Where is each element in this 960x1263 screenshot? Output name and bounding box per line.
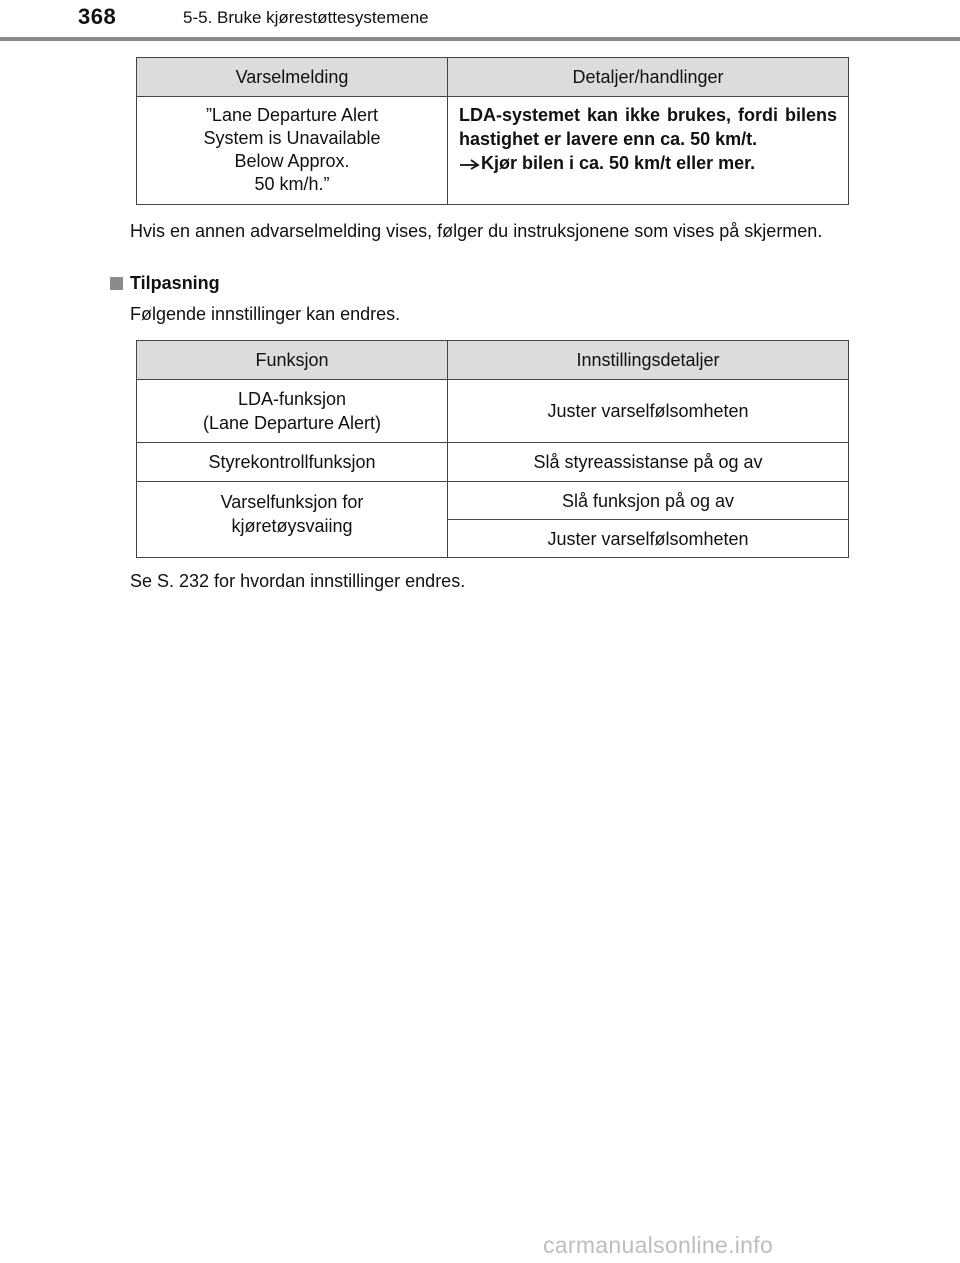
customization-title: Tilpasning <box>130 273 220 293</box>
page-header <box>0 0 960 44</box>
table-row <box>137 482 849 520</box>
table-row <box>137 97 849 205</box>
function-line: Varselfunksjon for <box>220 492 364 512</box>
function-line: LDA-funksjon <box>237 389 347 409</box>
arrow-right-icon <box>459 158 481 170</box>
section-title: 5-5. Bruke kjørestøttesystemene <box>183 8 429 27</box>
column-header-warning-message: Varselmelding <box>137 58 448 97</box>
table-row <box>137 443 849 482</box>
warning-message-cell <box>137 97 448 205</box>
table-header-row <box>137 341 849 380</box>
settings-table <box>136 340 849 558</box>
setting-detail-cell: Juster varselfølsomheten <box>448 380 849 443</box>
action-text: Kjør bilen i ca. 50 km/t eller mer. <box>481 153 756 173</box>
action-line <box>459 151 837 175</box>
page-number: 368 <box>78 4 117 29</box>
customization-intro: Følgende innstillinger kan endres. <box>130 304 401 324</box>
detail-text: LDA-systemet kan ikke brukes, fordi bilens hastighet er lavere enn ca. 50 km/t. <box>459 105 837 149</box>
customization-heading <box>110 273 220 294</box>
function-line: (Lane Departure Alert) <box>202 413 382 433</box>
column-header-setting-details: Innstillingsdetaljer <box>448 341 849 380</box>
reference-paragraph: Se S. 232 for hvordan innstillinger endres. <box>130 571 466 591</box>
function-line: kjøretøysvaiing <box>231 516 353 536</box>
function-cell: Styrekontrollfunksjon <box>137 443 448 482</box>
message-line: System is Unavailable <box>203 128 381 148</box>
setting-detail-cell: Slå funksjon på og av <box>448 482 849 520</box>
header-divider <box>0 37 960 41</box>
table-row <box>137 380 849 443</box>
watermark-text: carmanualsonline.info <box>543 1232 774 1258</box>
setting-detail-cell: Slå styreassistanse på og av <box>448 443 849 482</box>
details-cell <box>448 97 849 205</box>
column-header-details-actions: Detaljer/handlinger <box>448 58 849 97</box>
bullet-square-icon <box>110 277 123 290</box>
column-header-function: Funksjon <box>137 341 448 380</box>
message-line: ”Lane Departure Alert <box>205 105 379 125</box>
setting-detail-cell: Juster varselfølsomheten <box>448 520 849 558</box>
message-line: 50 km/h.” <box>254 174 330 194</box>
function-cell <box>137 482 448 558</box>
other-warning-paragraph: Hvis en annen advarselmelding vises, følger du instruksjonene som vises på skjermen. <box>130 221 823 241</box>
warning-message-table <box>136 57 849 205</box>
message-line: Below Approx. <box>234 151 350 171</box>
function-cell <box>137 380 448 443</box>
table-header-row <box>137 58 849 97</box>
